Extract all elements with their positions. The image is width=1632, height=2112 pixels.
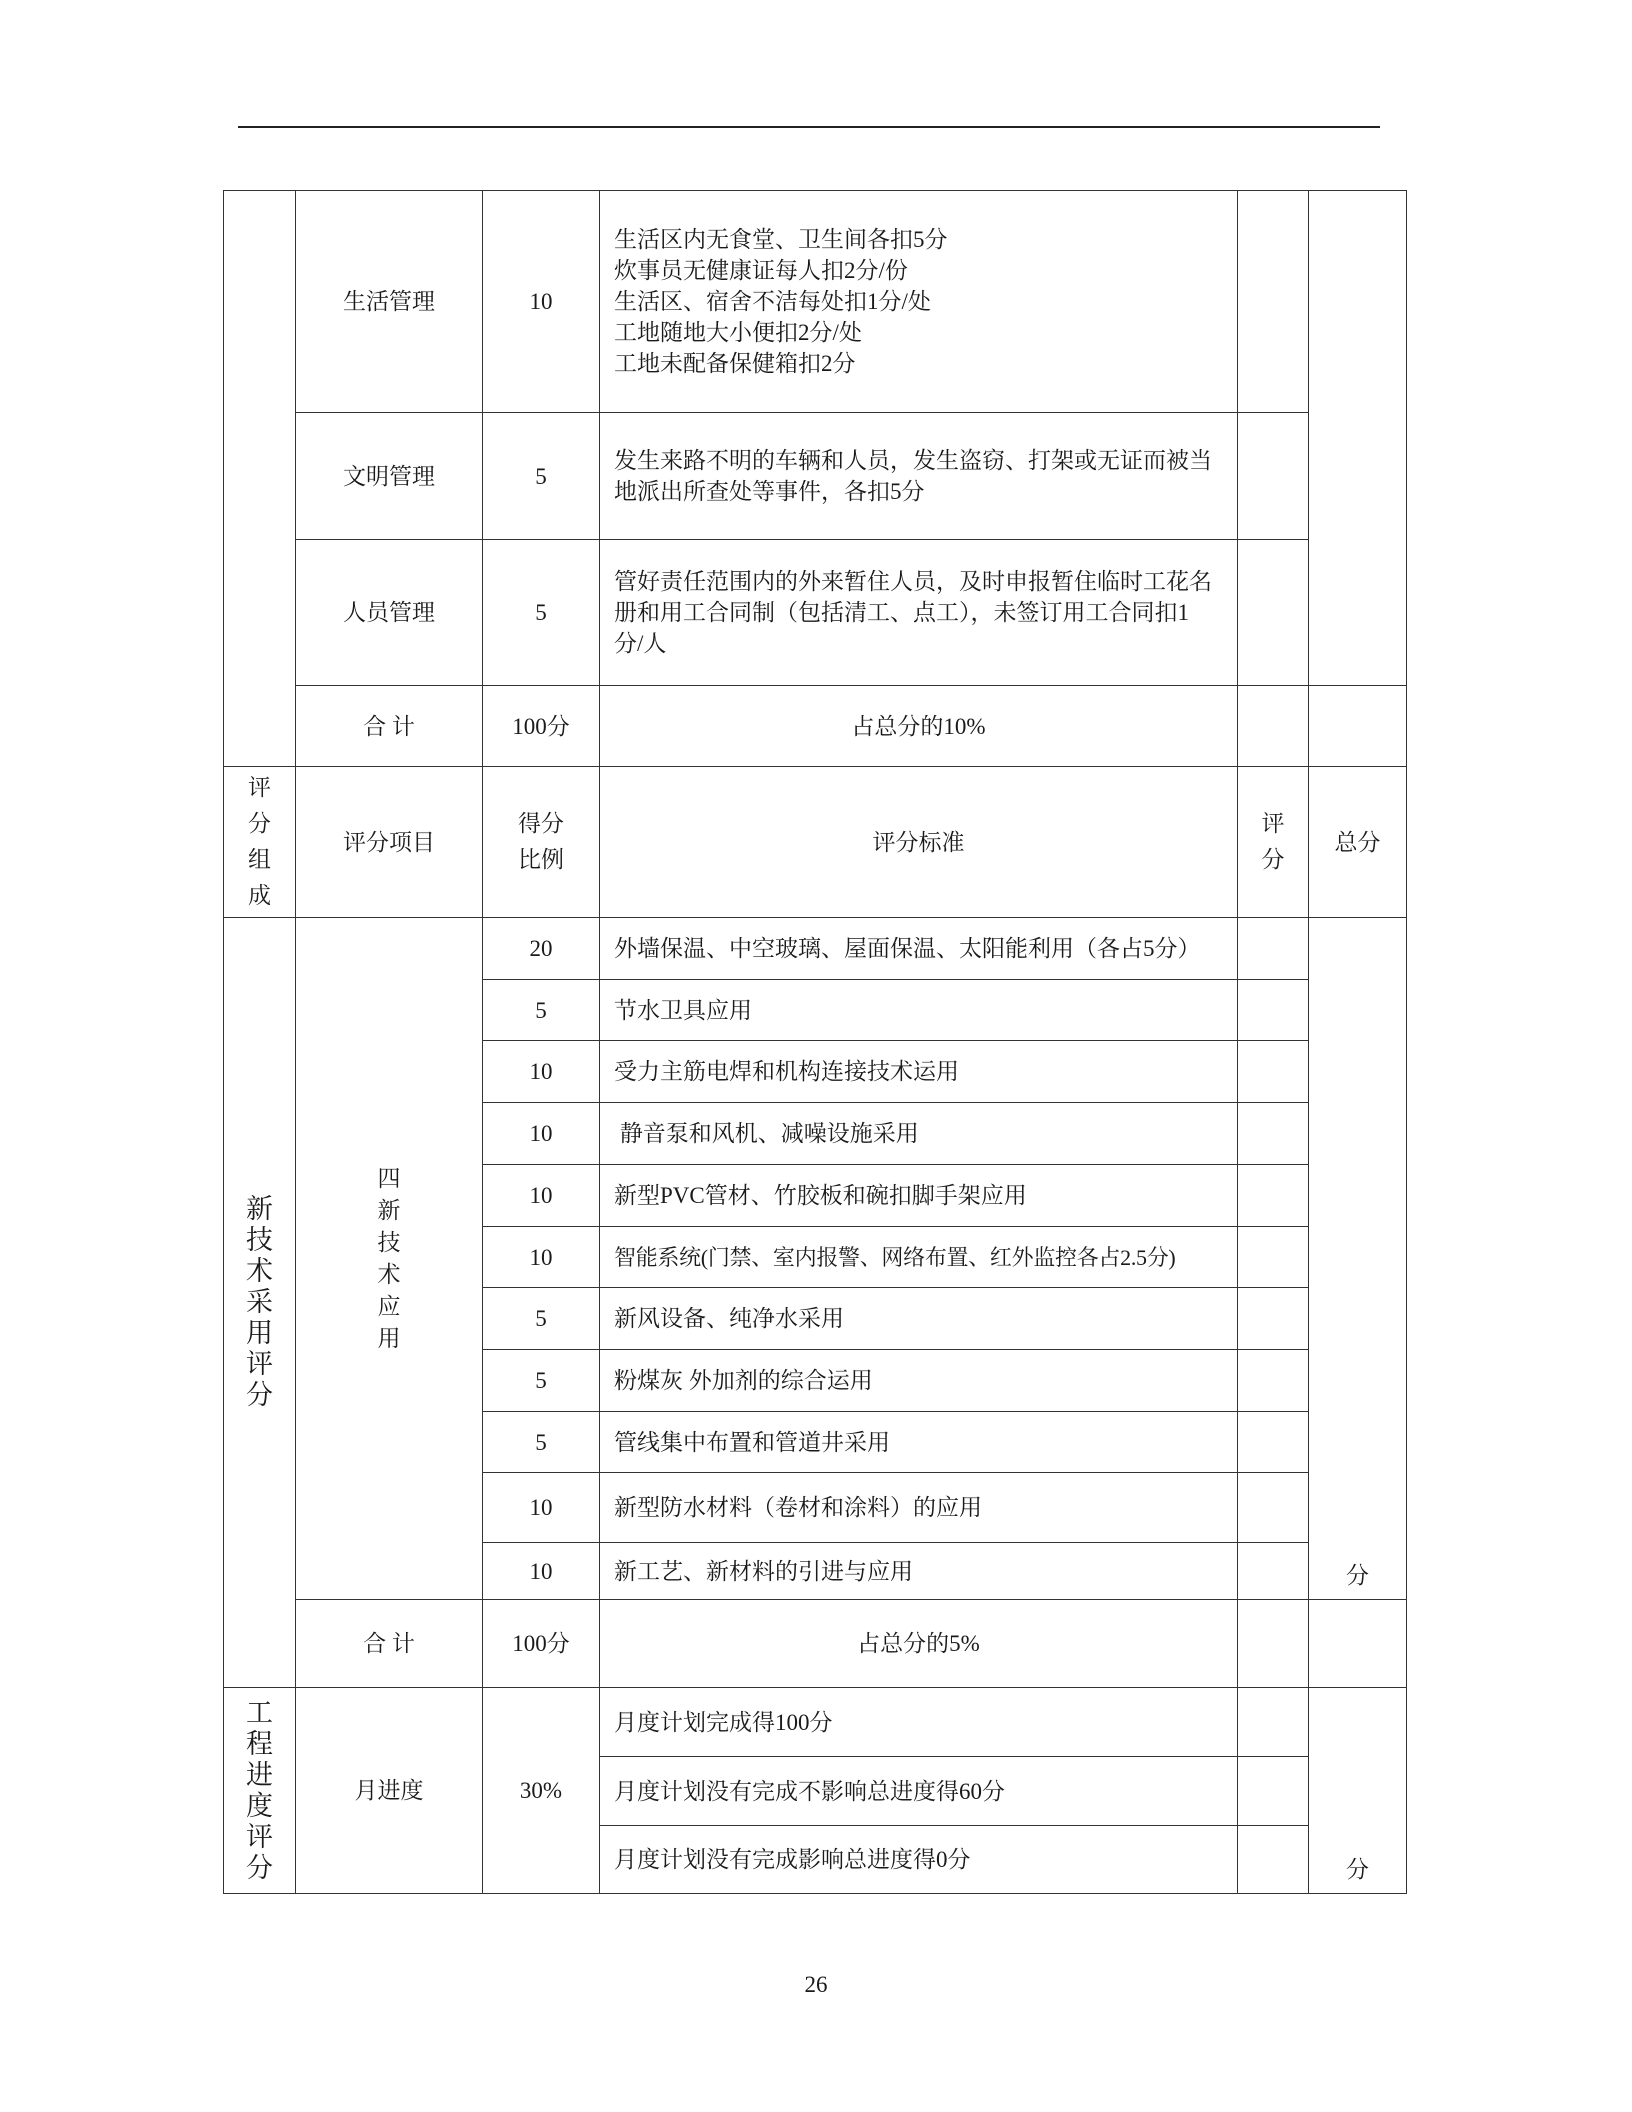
header-criteria: 评分标准: [600, 767, 1238, 918]
score-cell: 10: [483, 1227, 600, 1288]
total-cell: [1309, 191, 1407, 686]
rating-cell: [1238, 1103, 1309, 1165]
criteria-cell: 节水卫具应用: [600, 980, 1238, 1041]
rating-cell: [1238, 1227, 1309, 1288]
rating-cell: [1238, 980, 1309, 1041]
rating-cell: [1238, 1826, 1309, 1894]
criteria-cell: 月度计划没有完成不影响总进度得60分: [600, 1757, 1238, 1826]
table-row: [224, 540, 1407, 686]
score-cell: 30%: [483, 1688, 600, 1894]
score-cell: 5: [483, 1350, 600, 1412]
score-cell: 10: [483, 1103, 600, 1165]
criteria-line: 管好责任范围内的外来暂住人员，及时申报暂住临时工花名: [614, 569, 1212, 594]
scoring-table: [223, 190, 1407, 1894]
criteria-cell: 受力主筋电焊和机构连接技术运用: [600, 1041, 1238, 1103]
total-score: 100分: [483, 686, 600, 767]
item-char: 技: [377, 1229, 401, 1255]
total-cell: [1309, 686, 1407, 767]
criteria-line: 发生来路不明的车辆和人员，发生盗窃、打架或无证而被当: [614, 448, 1212, 473]
score-cell: 10: [483, 1473, 600, 1543]
header-score-line: 评: [1261, 811, 1285, 836]
group-char: 分: [246, 1380, 273, 1410]
rating-cell: [1238, 191, 1309, 413]
rating-cell: [1238, 1600, 1309, 1688]
total-label: 合 计: [296, 686, 483, 767]
score-cell: 20: [483, 918, 600, 980]
header-ratio: [483, 767, 600, 918]
group-progress: [224, 1688, 296, 1894]
table-row: [224, 1688, 1407, 1757]
criteria-cell: 静音泵和风机、减噪设施采用: [600, 1103, 1238, 1165]
group-char: 进: [246, 1759, 273, 1790]
rating-cell: [1238, 1165, 1309, 1227]
group-newtech: [224, 918, 296, 1688]
group-char: 评: [246, 1821, 273, 1852]
header-char: 组: [248, 847, 271, 872]
criteria-cell: 新型防水材料（卷材和涂料）的应用: [600, 1473, 1238, 1543]
score-cell: 10: [483, 1165, 600, 1227]
score-cell: 5: [483, 1412, 600, 1473]
rating-cell: [1238, 1041, 1309, 1103]
criteria-cell: 外墙保温、中空玻璃、屋面保温、太阳能利用（各占5分）: [600, 918, 1238, 980]
score-cell: 5: [483, 413, 600, 540]
group-char: 度: [246, 1790, 273, 1821]
table-row: [224, 413, 1407, 540]
header-rule: [238, 126, 1380, 128]
criteria-line: 地派出所查处等事件，各扣5分: [614, 479, 925, 504]
rating-cell: [1238, 1473, 1309, 1543]
rating-cell: [1238, 1288, 1309, 1350]
criteria-line: 工地未配备保健箱扣2分: [614, 351, 856, 376]
group-char: 评: [246, 1349, 273, 1379]
rating-cell: [1238, 1350, 1309, 1412]
header-score: [1238, 767, 1309, 918]
criteria-line: 册和用工合同制（包括清工、点工），未签订用工合同扣1: [614, 600, 1189, 625]
total-unit: 分: [1309, 1688, 1407, 1894]
item-char: 应: [377, 1293, 401, 1319]
item-char: 术: [377, 1261, 401, 1287]
score-cell: 5: [483, 980, 600, 1041]
header-item: 评分项目: [296, 767, 483, 918]
criteria-cell: 新工艺、新材料的引进与应用: [600, 1543, 1238, 1600]
criteria-line: 生活区、宿舍不洁每处扣1分/处: [614, 289, 931, 314]
item-cell: 生活管理: [296, 191, 483, 413]
group-char: 术: [246, 1256, 273, 1286]
total-note: 占总分的5%: [600, 1600, 1238, 1688]
score-cell: 10: [483, 1543, 600, 1600]
group-char: 用: [246, 1318, 273, 1348]
criteria-cell: 智能系统(门禁、室内报警、网络布置、红外监控各占2.5分): [600, 1227, 1238, 1288]
criteria-line: 分/人: [614, 631, 667, 656]
rating-cell: [1238, 413, 1309, 540]
page-number: 26: [804, 1972, 828, 1997]
criteria-line: 炊事员无健康证每人扣2分/份: [614, 258, 908, 283]
criteria-cell: 粉煤灰 外加剂的综合运用: [600, 1350, 1238, 1412]
header-ratio-line: 比例: [518, 847, 564, 872]
header-row: [224, 767, 1407, 918]
score-cell: 10: [483, 1041, 600, 1103]
table-row: [224, 191, 1407, 413]
item-newtech: [296, 918, 483, 1600]
total-row: [224, 1600, 1407, 1688]
score-cell: 5: [483, 1288, 600, 1350]
total-note: 占总分的10%: [600, 686, 1238, 767]
header-char: 评: [248, 775, 271, 800]
header-score-line: 分: [1261, 847, 1285, 872]
total-cell: [1309, 1600, 1407, 1688]
group-char: 工: [246, 1697, 273, 1728]
item-cell: 人员管理: [296, 540, 483, 686]
group-char: 新: [246, 1194, 273, 1224]
score-cell: 10: [483, 191, 600, 413]
group-char: 技: [246, 1225, 273, 1255]
rating-cell: [1238, 1543, 1309, 1600]
header-char: 成: [248, 883, 271, 908]
criteria-cell: 管线集中布置和管道井采用: [600, 1412, 1238, 1473]
criteria-cell: 月度计划没有完成影响总进度得0分: [600, 1826, 1238, 1894]
criteria-cell: 月度计划完成得100分: [600, 1688, 1238, 1757]
criteria-line: 工地随地大小便扣2分/处: [614, 320, 862, 345]
header-char: 分: [248, 811, 271, 836]
criteria-cell: [600, 191, 1238, 413]
header-group: [224, 767, 296, 918]
item-char: 新: [377, 1197, 401, 1223]
score-cell: 5: [483, 540, 600, 686]
rating-cell: [1238, 540, 1309, 686]
item-cell: 文明管理: [296, 413, 483, 540]
criteria-cell: 新风设备、纯净水采用: [600, 1288, 1238, 1350]
total-unit: 分: [1309, 918, 1407, 1600]
header-total: 总分: [1309, 767, 1407, 918]
criteria-cell: [600, 540, 1238, 686]
criteria-cell: [600, 413, 1238, 540]
rating-cell: [1238, 1757, 1309, 1826]
header-ratio-line: 得分: [518, 811, 564, 836]
rating-cell: [1238, 1412, 1309, 1473]
rating-cell: [1238, 1688, 1309, 1757]
group-char: 程: [246, 1728, 273, 1759]
total-label: 合 计: [296, 1600, 483, 1688]
table-row: [224, 918, 1407, 980]
criteria-line: 生活区内无食堂、卫生间各扣5分: [614, 227, 948, 252]
group-cell-blank: [224, 191, 296, 767]
group-char: 分: [246, 1852, 273, 1883]
item-char: 四: [377, 1165, 401, 1191]
total-score: 100分: [483, 1600, 600, 1688]
rating-cell: [1238, 918, 1309, 980]
item-char: 用: [377, 1325, 401, 1351]
rating-cell: [1238, 686, 1309, 767]
criteria-cell: 新型PVC管材、竹胶板和碗扣脚手架应用: [600, 1165, 1238, 1227]
total-row: [224, 686, 1407, 767]
item-cell: 月进度: [296, 1688, 483, 1894]
group-char: 采: [246, 1287, 273, 1317]
